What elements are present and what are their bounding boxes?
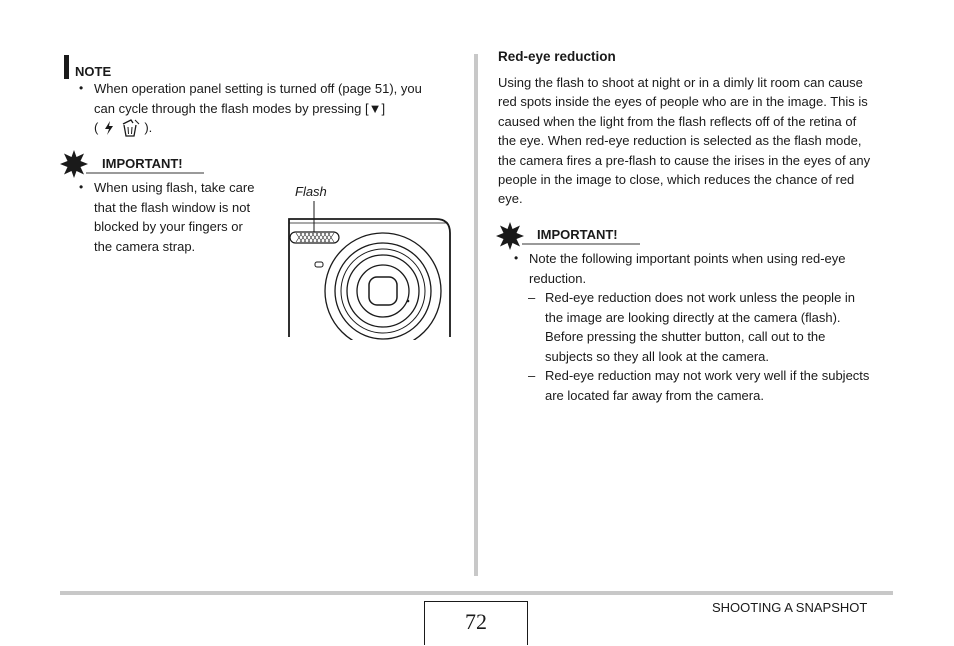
column-divider [474, 54, 478, 576]
dash-glyph: – [528, 290, 536, 305]
dash2-line-1: Red-eye reduction may not work very well if the subjects [545, 368, 870, 383]
para-line-6: people in the image to close, which reduces the chance of red [498, 172, 855, 188]
important-underline-1 [86, 172, 204, 174]
dash-item-2-text [545, 366, 895, 405]
important-label-2: IMPORTANT! [537, 227, 618, 242]
bullet-glyph: • [79, 81, 84, 95]
para-line-4: the eye. When red-eye reduction is selected as the flash mode, [498, 133, 862, 149]
note-bullet [79, 79, 459, 139]
footer-rule [60, 591, 893, 595]
dash-item-1 [528, 288, 893, 368]
imp2-line-1: Note the following important points when using red-eye [529, 251, 846, 266]
para-line-7: eye. [498, 191, 523, 207]
dash1-line-1: Red-eye reduction does not work unless the people in [545, 290, 856, 305]
camera-illustration [286, 198, 454, 340]
note-line-3-close: ). [144, 120, 153, 135]
redeye-paragraph [498, 73, 898, 209]
dash2-line-2: are located far away from the camera. [545, 387, 764, 403]
para-line-1: Using the flash to shoot at night or in a dimly lit room can cause [498, 75, 863, 90]
dash1-line-3: Before pressing the shutter button, call out to the [545, 329, 826, 344]
note-marker-bar [64, 55, 69, 79]
dash1-line-4: subjects so they all look at the camera. [545, 348, 770, 364]
imp2-line-2: reduction. [529, 270, 587, 286]
dash-item-1-text [545, 288, 895, 366]
trash-icon [120, 119, 140, 137]
flash-icon [102, 120, 116, 136]
important-burst-icon [60, 150, 88, 178]
note-line-2: can cycle through the flash modes by pressing [▼] [94, 100, 386, 116]
bullet-glyph: • [514, 251, 519, 265]
imp1-line-4: the camera strap. [94, 238, 196, 254]
imp1-line-1: When using flash, take care [94, 180, 255, 195]
note-label: NOTE [75, 64, 112, 79]
note-line-1: When operation panel setting is turned off (page 51), you [94, 81, 422, 96]
important-label-1: IMPORTANT! [102, 156, 183, 171]
important-bullet-1 [79, 178, 269, 258]
note-line-3 [94, 118, 459, 138]
page-number: 72 [424, 601, 528, 645]
para-line-5: the camera fires a pre-flash to cause the irises in the eyes of any [498, 152, 871, 168]
important-bullet-2-text [529, 249, 894, 288]
section-heading: Red-eye reduction [498, 49, 616, 64]
para-line-3: caused when the light from the flash reflects off of the retina of [498, 113, 857, 129]
para-line-2: red spots inside the eyes of people who are in the image. This is [498, 94, 868, 110]
dash-item-2 [528, 366, 893, 406]
dash-glyph: – [528, 368, 536, 383]
dash1-line-2: the image are looking directly at the camera (flash). [545, 309, 841, 325]
important-burst-icon [496, 222, 524, 250]
important-bullet-1-text [94, 178, 274, 256]
note-bullet-text [94, 79, 459, 138]
important-bullet-2 [514, 249, 894, 289]
note-line-3-open: ( [94, 120, 99, 135]
imp1-line-3: blocked by your fingers or [94, 219, 243, 234]
bullet-glyph: • [79, 180, 84, 194]
footer-section-title: SHOOTING A SNAPSHOT [712, 600, 868, 615]
flash-caption: Flash [295, 184, 327, 199]
important-underline-2 [522, 243, 640, 245]
imp1-line-2: that the flash window is not [94, 199, 251, 215]
